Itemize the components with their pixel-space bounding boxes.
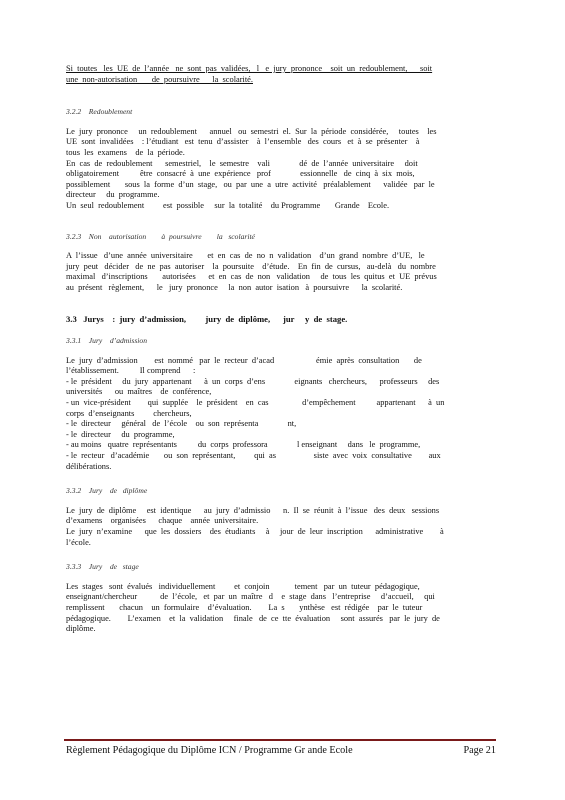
text-line: Le jury prononce un redoublement annuel ou semestri el. Sur la période considérée, toutes les xyxy=(66,126,437,136)
text-line: enseignant/chercheur de l’école, et par un maître d e stage dans l’entreprise d’accueil, qui xyxy=(66,592,435,602)
intro-paragraph xyxy=(66,64,491,85)
text-line: En cas de redoublement semestriel, le semestre vali dé de l’année universitaire doit xyxy=(66,158,418,168)
text-line: remplissent chacun un formulaire d’évaluation. La s ynthèse est rédigée par le tuteur xyxy=(66,602,423,612)
text-line: au présent règlement, le jury prononce la non autor isation à poursuivre la scolarité. xyxy=(66,282,403,292)
intro-line-1: Si toutes les UE de l’année ne sont pas validées, l e jury prononce soit un redoublement, soit xyxy=(66,64,433,73)
list-item: - le directeur général de l’école ou son représenta nt, xyxy=(66,419,297,429)
text-line: tous les examens de la période. xyxy=(66,147,185,157)
page-content xyxy=(66,64,491,635)
list-item: - le recteur d’académie ou son représentant, qui as siste avec voix consultative aux xyxy=(66,451,441,461)
section-3-2-3-body xyxy=(66,251,491,293)
text-line: pédagogique. L’examen et la validation finale de ce tte évaluation sont assurés par le jury de xyxy=(66,613,440,623)
text-line: possiblement sous la forme d’un stage, ou par une a utre activité préalablement validée par le xyxy=(66,179,435,189)
section-3-2-3-heading: 3.2.3 Non autorisation à poursuivre la scolarité xyxy=(66,231,255,241)
text-line: d’examens organisées chaque année universitaire. xyxy=(66,516,259,526)
text-line: Les stages sont évalués individuellement et conjoin tement par un tuteur pédagogique, xyxy=(66,581,420,591)
page-number: Page 21 xyxy=(463,745,496,756)
section-3-3-heading: 3.3 Jurys : jury d’admission, jury de diplôme, jur y de stage. xyxy=(66,313,348,324)
footer-title: Règlement Pédagogique du Diplôme ICN / Programme Gr ande Ecole xyxy=(66,745,353,756)
section-3-3-1-heading: 3.3.1 Jury d’admission xyxy=(66,336,147,346)
list-item: - le directeur du programme, xyxy=(66,429,175,439)
text-line: Le jury n’examine que les dossiers des étudiants à jour de leur inscription administrative à xyxy=(66,527,444,536)
list-item: - au moins quatre représentants du corps professora l enseignant dans le programme, xyxy=(66,440,421,450)
section-3-3-2-heading: 3.3.2 Jury de diplôme xyxy=(66,486,148,496)
text-line: l’établissement. Il comprend : xyxy=(66,366,196,376)
text-line: Le jury de diplôme est identique au jury d’admissio n. Il se réunit à l’issue des deux sessions xyxy=(66,505,440,515)
text-line: A l’issue d’une année universitaire et en cas de no n validation d’un grand nombre d’UE, le xyxy=(66,251,425,261)
section-3-3-3-body xyxy=(66,582,491,635)
intro-line-2: une non-autorisation de poursuivre la scolarité. xyxy=(66,74,253,84)
text-line: jury peut décider de ne pas autoriser la poursuite d’étude. En fin de cursus, au-delà du nombre xyxy=(66,261,436,271)
footer-divider xyxy=(64,739,496,741)
list-item: universités ou maîtres de conférence, xyxy=(66,387,212,397)
section-3-3-1-body xyxy=(66,356,491,473)
section-3-3-2-body xyxy=(66,506,491,548)
list-item: corps d’enseignants chercheurs, xyxy=(66,408,192,418)
section-3-2-2-heading: 3.2.2 Redoublement xyxy=(66,107,133,117)
list-item: - le président du jury appartenant à un corps d’ens eignants chercheurs, professeurs des xyxy=(66,376,440,386)
text-line: obligatoirement être consacré à une expérience prof essionnelle de cinq à six mois, xyxy=(66,169,415,179)
text-line: diplôme. xyxy=(66,624,96,634)
text-line: Le jury d’admission est nommé par le recteur d’acad émie après consultation de xyxy=(66,355,422,365)
list-item: - un vice-président qui supplée le président en cas d’empêchement appartenant à un xyxy=(66,398,445,408)
list-item: délibérations. xyxy=(66,461,112,471)
text-line: directeur du programme. xyxy=(66,190,160,200)
text-line: maximal d’inscriptions autorisées et en cas de non validation de tous les quitus et UE prévus xyxy=(66,272,437,282)
text-line: l’école. xyxy=(66,537,91,547)
section-3-2-2-body xyxy=(66,127,491,212)
text-line: UE sont invalidées : l’étudiant est tenu d’assister à l’ensemble des cours et à se présenter à xyxy=(66,137,420,147)
text-line: Un seul redoublement est possible sur la totalité du Programme Grande Ecole. xyxy=(66,200,390,210)
section-3-3-3-heading: 3.3.3 Jury de stage xyxy=(66,562,139,572)
